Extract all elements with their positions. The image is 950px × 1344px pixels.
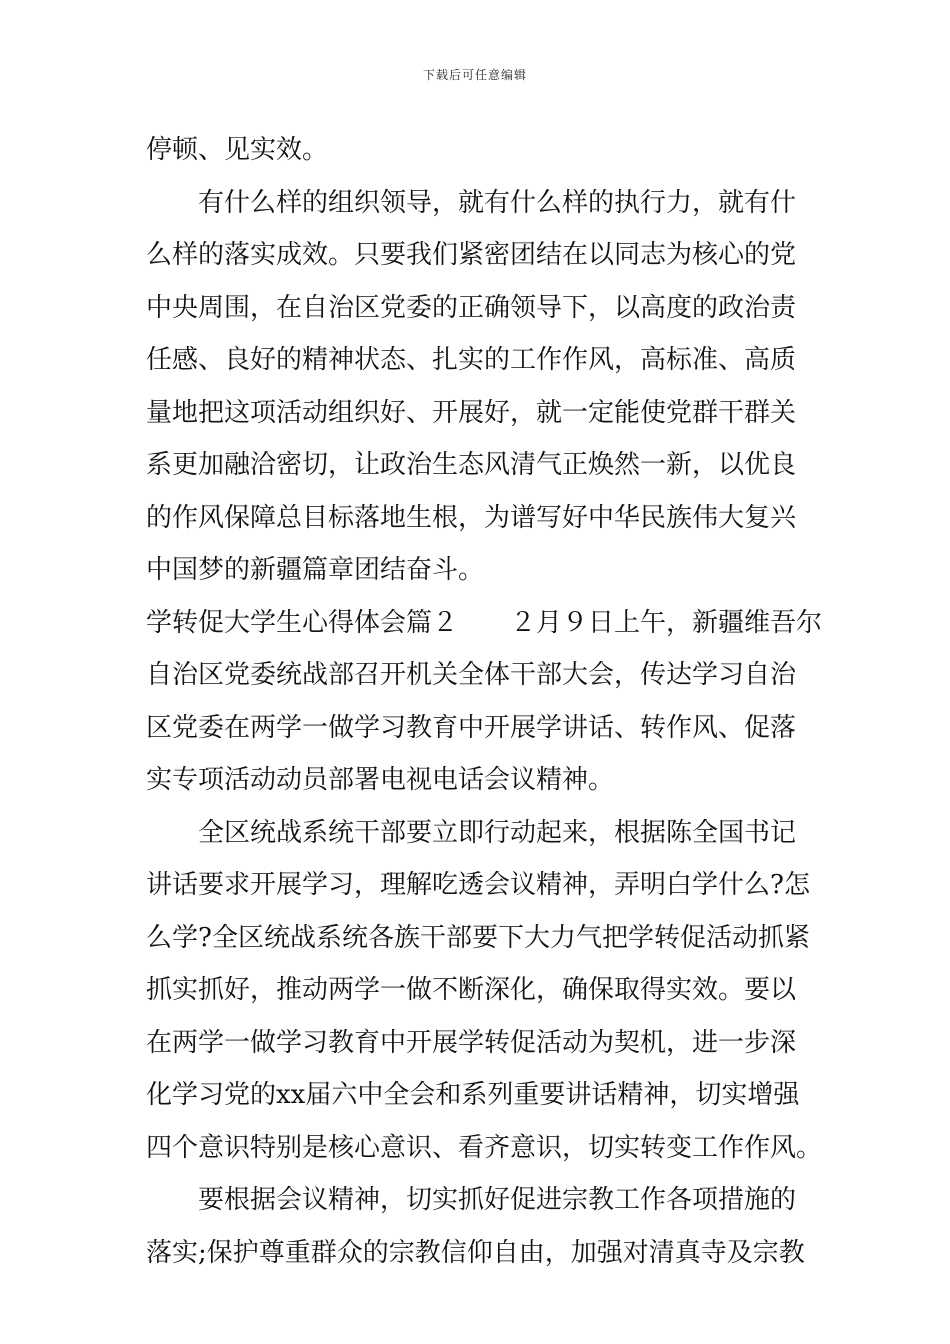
section-heading-line: 学转促大学生心得体会篇２ ２月９日上午，新疆维吾尔 xyxy=(146,607,823,638)
text-line: 有什么样的组织领导，就有什么样的执行力，就有什 xyxy=(198,187,797,218)
text-line: 在两学一做学习教育中开展学转促活动为契机，进一步深 xyxy=(146,1027,797,1058)
text-line: 全区统战系统干部要立即行动起来，根据陈全国书记 xyxy=(198,817,797,848)
text-line: 么学?全区统战系统各族干部要下大力气把学转促活动抓紧 xyxy=(146,922,810,953)
text-line: 落实;保护尊重群众的宗教信仰自由，加强对清真寺及宗教 xyxy=(146,1237,805,1268)
text-line: 自治区党委统战部召开机关全体干部大会，传达学习自治 xyxy=(146,660,797,690)
text-line: 实专项活动动员部署电视电话会议精神。 xyxy=(146,765,615,795)
text-line: 抓实抓好，推动两学一做不断深化，确保取得实效。要以 xyxy=(146,975,797,1005)
text-line: 停顿、见实效。 xyxy=(146,135,329,165)
text-line: 讲话要求开展学习，理解吃透会议精神，弄明白学什么?怎 xyxy=(146,870,810,900)
text-line: 中央周围，在自治区党委的正确领导下，以高度的政治责 xyxy=(146,292,797,323)
text-line: 么样的落实成效。只要我们紧密团结在以同志为核心的党 xyxy=(146,240,797,270)
text-line: 区党委在两学一做学习教育中开展学讲话、转作风、促落 xyxy=(146,712,797,743)
text-line: 要根据会议精神，切实抓好促进宗教工作各项措施的 xyxy=(198,1185,797,1215)
text-line: 化学习党的xx届六中全会和系列重要讲话精神，切实增强 xyxy=(146,1080,800,1110)
text-line: 系更加融洽密切，让政治生态风清气正焕然一新，以优良 xyxy=(146,450,797,480)
text-line: 中国梦的新疆篇章团结奋斗。 xyxy=(146,555,485,585)
document-body xyxy=(146,124,823,1279)
page-header: 下载后可任意编辑 xyxy=(422,68,527,82)
text-line: 的作风保障总目标落地生根，为谱写好中华民族伟大复兴 xyxy=(146,502,797,533)
text-line: 四个意识特别是核心意识、看齐意识，切实转变工作作风。 xyxy=(146,1132,823,1163)
text-line: 任感、良好的精神状态、扎实的工作作风，高标准、高质 xyxy=(146,345,797,375)
text-line: 量地把这项活动组织好、开展好，就一定能使党群干群关 xyxy=(146,397,797,428)
